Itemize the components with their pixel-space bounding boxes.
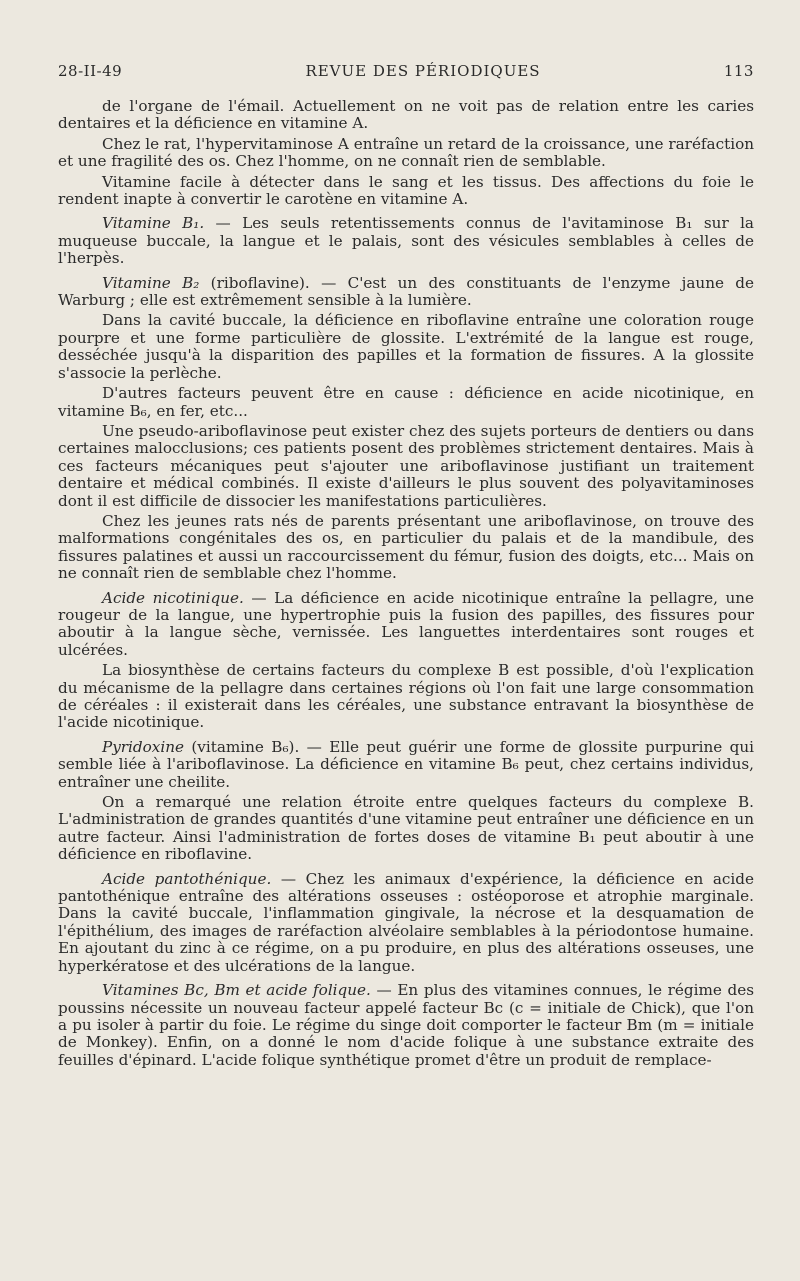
paragraph-text: — Chez les animaux d'expérience, la déficience en acide pantothénique entraîne des altérations osseuses : ostéoporose et atrophie marginale. Dans la cavité buccale, l'inflammation gingivale, la nécrose et la desquamation de l'épithélium, des images de raréfaction alvéolaire semblables à la périodontose humaine. En ajoutant du zinc à ce régime, on a pu produire, en plus des altérations osseuses, une hyperkératose et des ulcérations de la langue. xyxy=(58,869,754,975)
paragraph xyxy=(58,871,754,975)
paragraph-text: On a remarqué une relation étroite entre quelques facteurs du complexe B. L'administration de grandes quantités d'une vitamine peut entraîner une déficience en un autre facteur. Ainsi l'administration de fortes doses de vitamine B₁ peut aboutir à une déficience en riboflavine. xyxy=(58,793,754,864)
paragraph xyxy=(58,794,754,864)
paragraph xyxy=(58,385,754,420)
article-body xyxy=(58,98,754,1069)
paragraph xyxy=(58,215,754,267)
paragraph xyxy=(58,174,754,209)
paragraph xyxy=(58,98,754,133)
section-lead: Pyridoxine xyxy=(102,737,184,756)
paragraph-text: Dans la cavité buccale, la déficience en riboflavine entraîne une coloration rouge pourpre et une forme particulière de glossite. L'extrémité de la langue est rouge, desséchée jusqu'à la disparition des papilles et la formation de fissures. A la glossite s'associe la perlèche. xyxy=(58,311,754,382)
paragraph-text: — Les seuls retentissements connus de l'avitaminose B₁ sur la muqueuse buccale, la langue et le palais, sont des vésicules semblables à celles de l'herpès. xyxy=(58,214,754,268)
header-date: 28-II-49 xyxy=(58,62,123,80)
paragraph-text: Vitamine facile à détecter dans le sang et les tissus. Des affections du foie le rendent inapte à convertir le carotène en vitamine A. xyxy=(58,172,754,209)
paragraph xyxy=(58,982,754,1069)
page-number: 113 xyxy=(723,62,754,80)
paragraph-text: Chez le rat, l'hypervitaminose A entraîne un retard de la croissance, une raréfaction et une fragilité des os. Chez l'homme, on ne connaît rien de semblable. xyxy=(58,134,754,171)
paragraph-text: (riboflavine). — C'est un des constituants de l'enzyme jaune de Warburg ; elle est extrêmement sensible à la lumière. xyxy=(58,273,755,310)
paragraph xyxy=(58,275,754,310)
section-lead: Acide pantothénique. xyxy=(102,869,272,888)
running-header xyxy=(58,62,754,80)
section-lead: Vitamine B₂ xyxy=(102,273,200,292)
paragraph-text: de l'organe de l'émail. Actuellement on ne voit pas de relation entre les caries dentaires et la déficience en vitamine A. xyxy=(58,97,754,133)
paragraph xyxy=(58,423,754,510)
paragraph-text: Chez les jeunes rats nés de parents présentant une ariboflavinose, on trouve des malformations congénitales des os, en particulier du palais et de la mandibule, des fissures palatines et aussi un raccourcissement du fémur, fusion des doigts, etc... Mais on ne connaît rien de semblable chez l'homme. xyxy=(58,511,754,583)
journal-title: REVUE DES PÉRIODIQUES xyxy=(305,62,541,80)
paragraph-text: D'autres facteurs peuvent être en cause : déficience en acide nicotinique, en vitamine B₆, en fer, etc... xyxy=(58,384,754,420)
paragraph xyxy=(58,312,754,382)
paragraph xyxy=(58,739,754,791)
section-lead: Vitamine B₁. xyxy=(102,214,205,233)
paragraph-text: — En plus des vitamines connues, le régime des poussins nécessite un nouveau facteur appelé facteur Bc (c = initiale de Chick), que l'on a pu isoler à partir du foie. Le régime du singe doit comporter le facteur Bm (m = initiale de Monkey). Enfin, on a donné le nom d'acide folique à une substance extraite des feuilles d'épinard. L'acide folique synthétique promet d'être un produit de remplace- xyxy=(58,981,754,1069)
section-lead: Vitamines Bc, Bm et acide folique. xyxy=(102,981,371,1000)
paragraph-text: (vitamine B₆). — Elle peut guérir une forme de glossite purpurine qui semble liée à l'ariboflavinose. La déficience en vitamine B₆ peut, chez certains individus, entraîner une cheilite. xyxy=(58,737,754,791)
paragraph xyxy=(58,590,754,660)
paragraph xyxy=(58,136,754,171)
paragraph-text: La biosynthèse de certains facteurs du complexe B est possible, d'où l'explication du mécanisme de la pellagre dans certaines régions où l'on fait une large consommation de céréales : il existerait dans les céréales, une substance entravant la biosynthèse de l'acide nicotinique. xyxy=(58,661,754,732)
section-lead: Acide nicotinique. xyxy=(102,588,244,607)
paragraph-text: — La déficience en acide nicotinique entraîne la pellagre, une rougeur de la langue, une hypertrophie puis la fusion des papilles, des fissures pour aboutir à la langue sèche, vernissée. Les languettes interdentaires sont rouges et ulcérées. xyxy=(58,588,754,659)
paragraph xyxy=(58,662,754,732)
paragraph-text: Une pseudo-ariboflavinose peut exister chez des sujets porteurs de dentiers ou dans certaines malocclusions; ces patients posent des problèmes strictement dentaires. Mais à ces facteurs mécaniques peut s'ajouter une ariboflavinose justifiant un traitement dentaire et médical combinés. Il existe d'ailleurs le plus souvent des polyavitaminoses dont il est difficile de dissocier les manifestations particulières. xyxy=(58,421,754,510)
paragraph xyxy=(58,513,754,583)
